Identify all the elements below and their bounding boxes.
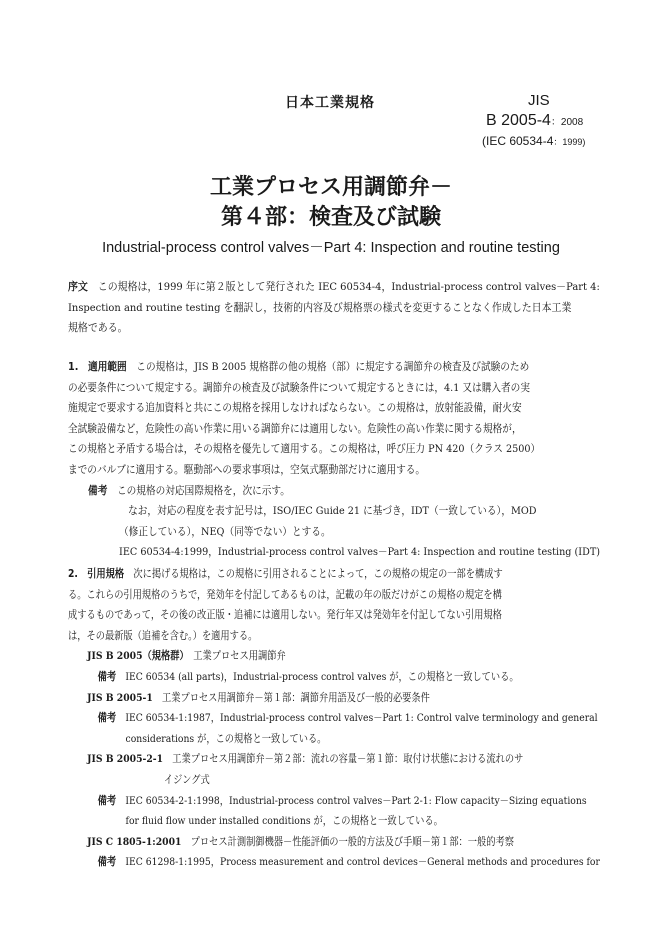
reference-entry (68, 646, 600, 667)
code-year: ：2008 (550, 117, 584, 128)
preface-heading: 序文 (68, 281, 88, 293)
reference-title: 工業プロセス用調節弁－第１部：調節弁用語及び一般的必要条件 (161, 691, 430, 704)
preface-line: この規格は，1999 年に第２版として発行された IEC 60534-4，Industrial-process control valves－Part 4: (97, 281, 600, 293)
section-line: 次に掲げる規格は，この規格に引用されることによって，この規格の規定の一部を構成す (133, 568, 503, 580)
standard-code (486, 112, 583, 130)
reference-title: プロセス計測制御機器－性能評価の一般的方法及び手順－第１部：一般的考察 (190, 835, 514, 848)
reference-entry (68, 749, 600, 770)
note-heading: 備考 (97, 794, 117, 807)
jis-label: JIS (528, 92, 550, 109)
note-line: （修正している），NEQ（同等でない）とする。 (119, 525, 331, 538)
reference-code: JIS C 1805-1:2001 (87, 835, 182, 848)
section-line: 全試験設備など，危険性の高い作業に用いる調節弁には適用しない。危険性の高い作業に関する規格が， (68, 422, 522, 435)
section-scope (68, 357, 652, 563)
section-line: この規格と矛盾する場合は，その規格を優先して適用する。この規格は，呼び圧力 PN 420（クラス 2500） (68, 443, 541, 456)
code-number: B 2005-4 (486, 112, 551, 129)
section-line: は，その最新版（追補を含む。）を適用する。 (68, 629, 258, 642)
reference-title-cont: イジング式 (163, 773, 210, 786)
standard-type-label: 日本工業規格 (285, 95, 375, 111)
preface-line: 規格である。 (68, 322, 128, 335)
note-heading: 備考 (97, 856, 117, 869)
section-number: 1. (68, 361, 79, 373)
title-jp-line2: 第４部：検査及び試験 (220, 205, 441, 230)
section-heading: 引用規格 (87, 568, 125, 580)
reference-entry (68, 832, 600, 853)
section-line: この規格は，JIS B 2005 規格群の他の規格（部）に規定する調節弁の検査及び試験のため (136, 361, 530, 373)
section-line: の必要条件について規定する。調節弁の検査及び試験条件について規定するときには，4.1 又は購入者の実 (68, 381, 530, 394)
note-line: IEC 60534-2-1:1998，Industrial-process control valves－Part 2-1: Flow capacity－Sizing equations (125, 794, 587, 807)
iec-reference (482, 134, 585, 148)
reference-code: JIS B 2005（規格群） (87, 650, 185, 663)
international-standard-ref: IEC 60534-4:1999，Industrial-process control valves－Part 4: Inspection and routine testing (IDT) (119, 546, 601, 559)
section-number: 2. (68, 568, 78, 580)
iec-number: (IEC 60534-4 (482, 134, 554, 148)
reference-code: JIS B 2005-2-1 (87, 753, 164, 766)
title-english: Industrial-process control valves－Part 4: Inspection and routine testing (102, 240, 560, 256)
note-heading: 備考 (97, 670, 117, 683)
note-line: IEC 61298-1:1995，Process measurement and control devices－General methods and procedures for (125, 856, 600, 869)
note-line: for fluid flow under installed conditions が，この規格と一致している。 (125, 815, 443, 828)
reference-code: JIS B 2005-1 (87, 691, 153, 704)
section-line: 施規定で要求する追加資料と共にこの規格を採用しなければならない。この規格は，放射能設備，耐火安 (68, 402, 522, 415)
title-jp-line1: 工業プロセス用調節弁－ (209, 175, 452, 200)
reference-title: 工業プロセス用調節弁 (193, 650, 286, 663)
note-line: IEC 60534 (all parts)，Industrial-process control valves が，この規格と一致している。 (125, 670, 519, 683)
preface-line: Inspection and routine testing を翻訳し，技術的内容及び規格票の様式を変更することなく作成した日本工業 (68, 301, 572, 314)
preface (68, 277, 635, 339)
note-heading: 備考 (97, 712, 117, 725)
note-text: この規格の対応国際規格を，次に示す。 (116, 484, 290, 497)
section-line: 成するものであって，その後の改正版・追補には適用しない。発行年又は発効年を付記してない引用規格 (68, 609, 502, 622)
note-heading: 備考 (88, 484, 108, 497)
section-normative-references (68, 564, 662, 873)
reference-entry (68, 688, 600, 709)
section-line: る。これらの引用規格のうちで，発効年を付記してあるものは，記載の年の版だけがこの規格の規定を構 (68, 588, 502, 601)
reference-title: 工業プロセス用調節弁－第２部：流れの容量－第１節：取付け状態における流れのサ (172, 753, 524, 766)
section-heading: 適用範囲 (88, 361, 127, 373)
note-line: なお，対応の程度を表す記号は，ISO/IEC Guide 21 に基づき，IDT（一致している），MOD (128, 505, 537, 518)
note-line: considerations が，この規格と一致している。 (125, 732, 327, 745)
iec-year: ：1999) (553, 137, 586, 147)
note-line: IEC 60534-1:1987，Industrial-process control valves－Part 1: Control valve terminology and general (125, 712, 598, 725)
section-line: までのバルブに適用する。駆動部への要求事項は，空気式駆動部だけに適用する。 (68, 463, 426, 476)
